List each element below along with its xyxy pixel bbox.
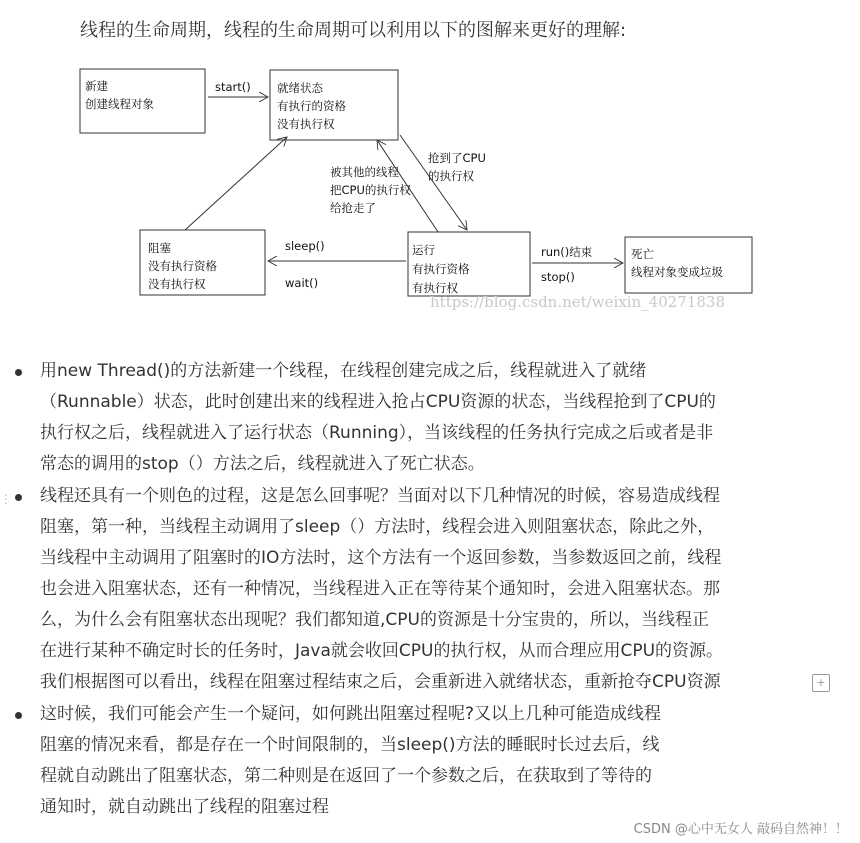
label: 有执行的资格 (277, 99, 346, 113)
line: 程就自动跳出了阻塞状态，第二种则是在返回了一个参数之后，在获取到了等待的 (40, 766, 652, 786)
label: sleep() (285, 239, 325, 253)
comment-icon[interactable]: + (812, 674, 830, 692)
label: 线程对象变成垃圾 (631, 265, 723, 279)
label: run()结束 (541, 245, 593, 259)
bullet-list (0, 356, 800, 824)
list-item (0, 481, 800, 698)
line: 当线程中主动调用了阻塞时的IO方法时，这个方法有一个返回参数，当参数返回之前，线程 (40, 548, 722, 568)
thread-lifecycle-diagram (0, 0, 860, 330)
watermark: https://blog.csdn.net/weixin_40271838 (430, 293, 726, 311)
line: 阻塞，第一种，当线程主动调用了sleep（）方法时，线程会进入则阻塞状态，除此之外， (40, 517, 715, 537)
arrow-unblock (185, 137, 287, 230)
line: 阻塞的情况来看，都是存在一个时间限制的，当sleep()方法的睡眠时长过去后，线 (40, 735, 660, 755)
line: 通知时，就自动跳出了线程的阻塞过程 (40, 797, 329, 817)
label: 没有执行权 (148, 277, 206, 291)
line: 这时候，我们可能会产生一个疑问，如何跳出阻塞过程呢?又以上几种可能造成线程 (40, 704, 662, 724)
label: 没有执行资格 (148, 259, 217, 273)
label: 没有执行权 (277, 117, 335, 131)
drag-handle-icon[interactable]: ⋮ (0, 492, 12, 506)
label: 有执行权 (412, 281, 458, 295)
label: 把CPU的执行权 (330, 183, 411, 197)
list-item (0, 699, 800, 823)
intro-text: 线程的生命周期，线程的生命周期可以利用以下的图解来更好的理解: (80, 20, 627, 41)
line: 我们根据图可以看出，线程在阻塞过程结束之后，会重新进入就绪状态，重新抢夺CPU资源 (40, 672, 721, 692)
label: 被其他的线程 (330, 165, 399, 179)
line: 么，为什么会有阻塞状态出现呢？我们都知道,CPU的资源是十分宝贵的，所以，当线程正 (40, 610, 709, 630)
label: 运行 (412, 243, 435, 257)
label: 阻塞 (148, 241, 171, 255)
line: 线程还具有一个则色的过程，这是怎么回事呢？当面对以下几种情况的时候，容易造成线程 (40, 486, 720, 506)
label: 就绪状态 (277, 81, 323, 95)
label: 创建线程对象 (85, 97, 154, 111)
line: 用new Thread()的方法新建一个线程，在线程创建完成之后，线程就进入了就绪 (40, 361, 647, 381)
label: 抢到了CPU (428, 151, 486, 165)
label: 给抢走了 (330, 201, 376, 215)
line: （Runnable）状态，此时创建出来的线程进入抢占CPU资源的状态，当线程抢到了CPU的 (40, 392, 716, 412)
label: start() (215, 80, 251, 94)
label: 死亡 (631, 247, 654, 261)
label: stop() (541, 270, 575, 284)
line: 执行权之后，线程就进入了运行状态（Running），当该线程的任务执行完成之后或者是非 (40, 423, 714, 443)
line: 常态的调用的stop（）方法之后，线程就进入了死亡状态。 (40, 454, 485, 474)
footer-attribution: CSDN @心中无女人 敲码自然神！！ (633, 822, 848, 837)
label: 的执行权 (428, 169, 474, 183)
line: 也会进入阻塞状态，还有一种情况，当线程进入正在等待某个通知时，会进入阻塞状态。那 (40, 579, 720, 599)
line: 在进行某种不确定时长的任务时，Java就会收回CPU的执行权，从而合理应用CPU的资源。 (40, 641, 724, 661)
label: 新建 (85, 79, 108, 93)
list-item (0, 356, 800, 480)
label: wait() (285, 276, 319, 290)
label: 有执行资格 (412, 262, 470, 276)
